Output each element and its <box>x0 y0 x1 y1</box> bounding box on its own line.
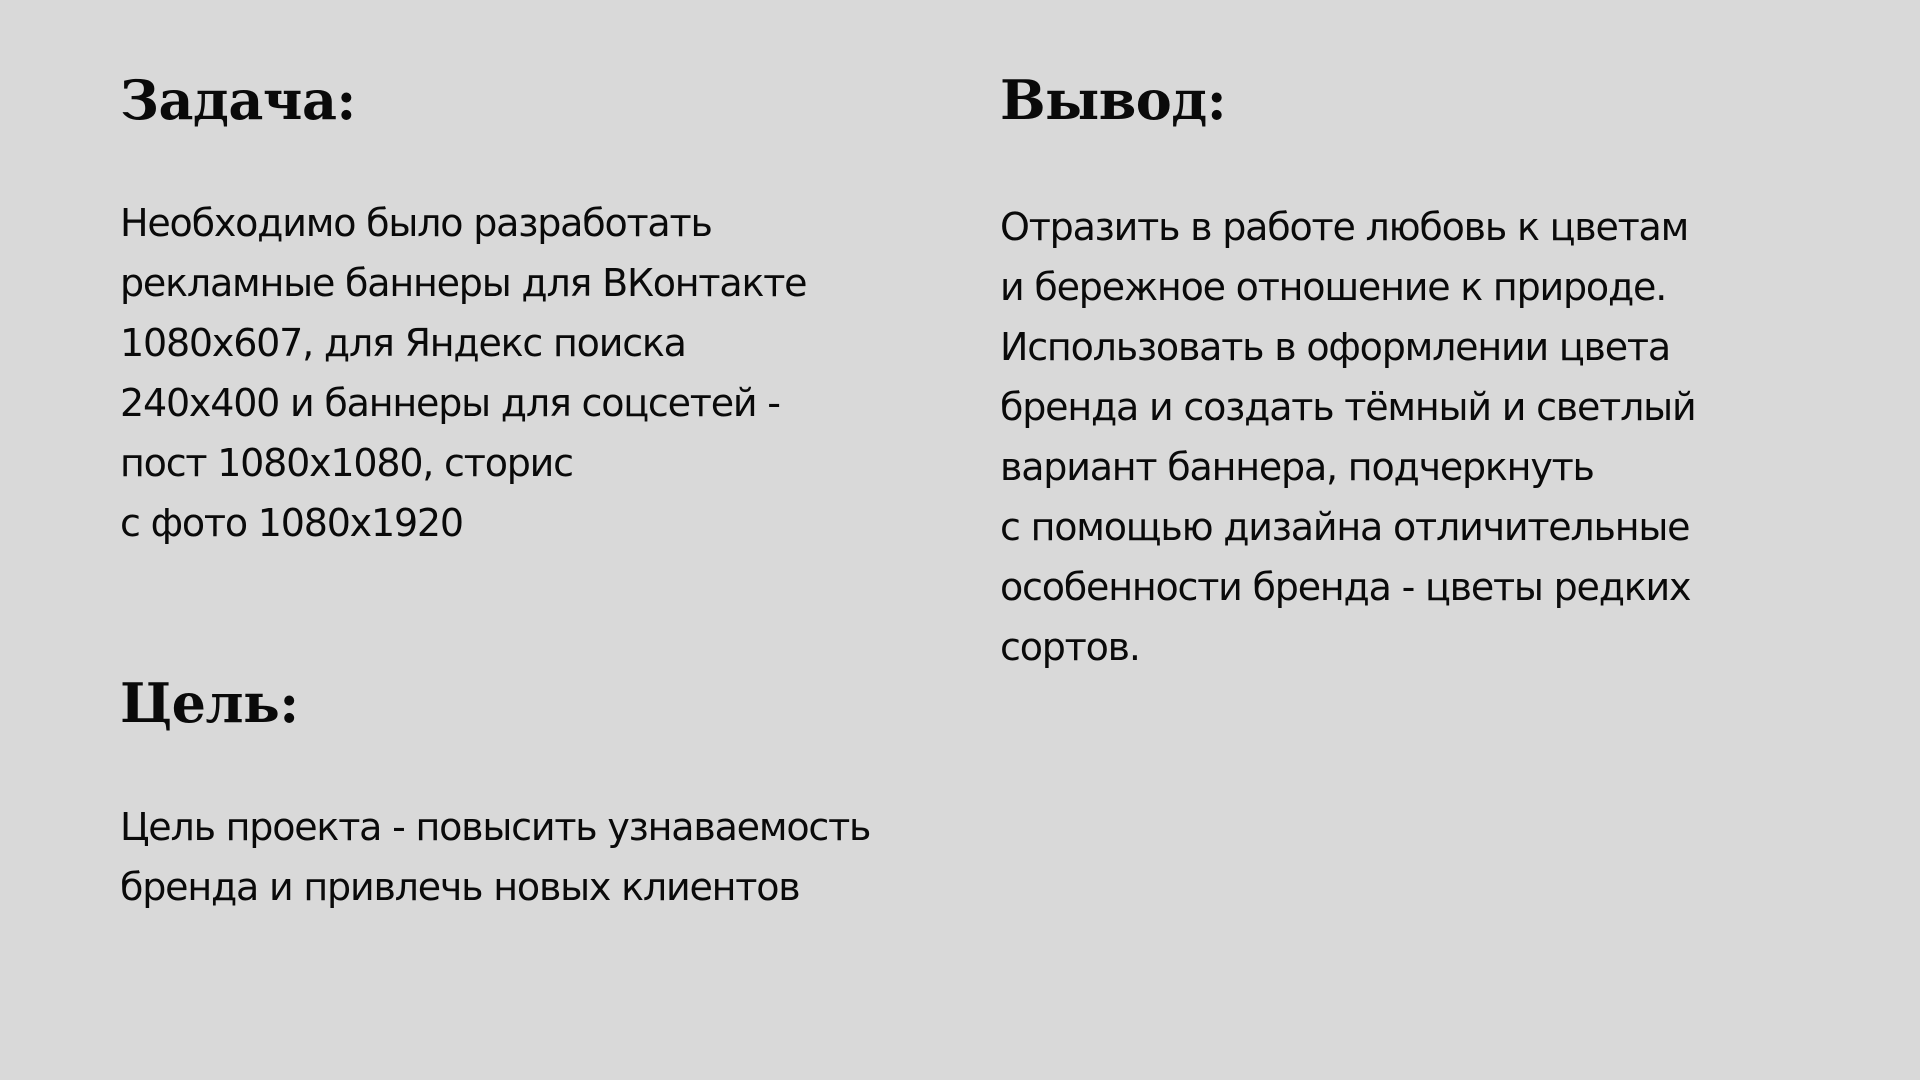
goal-line: бренда и привлечь новых клиентов <box>120 865 800 909</box>
conclusion-section <box>1000 62 1820 677</box>
goal-line: Цель проекта - повысить узнаваемость <box>120 805 871 849</box>
goal-text <box>120 797 960 917</box>
conclusion-line: Использовать в оформлении цвета <box>1000 325 1670 369</box>
conclusion-line: особенности бренда - цветы редких <box>1000 565 1691 609</box>
conclusion-line: вариант баннера, подчеркнуть <box>1000 445 1594 489</box>
task-line: 240х400 и баннеры для соцсетей - <box>120 381 780 425</box>
conclusion-line: Отразить в работе любовь к цветам <box>1000 205 1689 249</box>
task-line: 1080х607, для Яндекс поиска <box>120 321 686 365</box>
goal-heading: Цель: <box>120 671 299 735</box>
conclusion-heading: Вывод: <box>1000 68 1227 132</box>
goal-section <box>120 665 960 917</box>
task-heading: Задача: <box>120 68 356 132</box>
conclusion-text <box>1000 197 1820 677</box>
task-line: рекламные баннеры для ВКонтакте <box>120 261 807 305</box>
task-line: Необходимо было разработать <box>120 201 712 245</box>
task-line: пост 1080х1080, сторис <box>120 441 573 485</box>
conclusion-line: сортов. <box>1000 625 1140 669</box>
task-text <box>120 193 940 553</box>
task-section <box>120 62 940 553</box>
conclusion-line: бренда и создать тёмный и светлый <box>1000 385 1696 429</box>
task-line: с фото 1080х1920 <box>120 501 463 545</box>
conclusion-line: и бережное отношение к природе. <box>1000 265 1667 309</box>
conclusion-line: с помощью дизайна отличительные <box>1000 505 1690 549</box>
